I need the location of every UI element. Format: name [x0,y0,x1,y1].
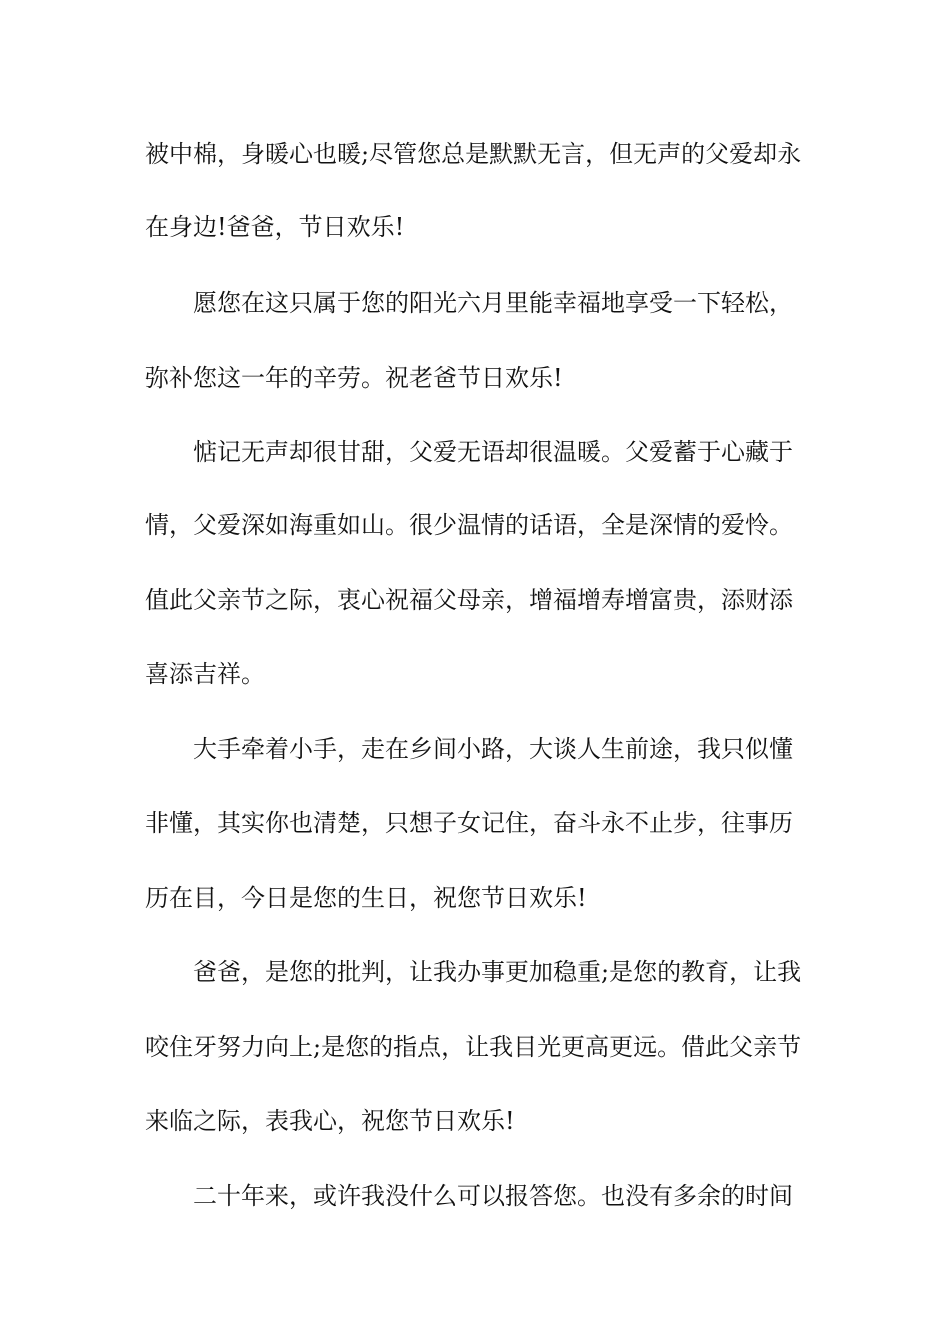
text-line: 咬住牙努力向上;是您的指点，让我目光更高更远。借此父亲节 [145,1033,802,1061]
paragraph-first-line: 惦记无声却很甘甜，父爱无语却很温暖。父爱蓄于心藏于 [193,438,793,466]
text-line: 值此父亲节之际，衷心祝福父母亲，增福增寿增富贵，添财添 [145,586,793,614]
text-line: 在身边!爸爸，节日欢乐! [145,213,405,241]
text-line: 非懂，其实你也清楚，只想子女记住，奋斗永不止步，往事历 [145,809,793,837]
text-line: 历在目，今日是您的生日，祝您节日欢乐! [145,884,587,912]
paragraph-first-line: 大手牵着小手，走在乡间小路，大谈人生前途，我只似懂 [193,735,793,763]
text-line: 喜添吉祥。 [145,660,265,688]
text-line: 情，父爱深如海重如山。很少温情的话语，全是深情的爱怜。 [145,511,793,539]
text-line: 被中棉，身暖心也暖;尽管您总是默默无言，但无声的父爱却永 [145,140,802,168]
text-line: 来临之际，表我心，祝您节日欢乐! [145,1107,515,1135]
paragraph-first-line: 爸爸，是您的批判，让我办事更加稳重;是您的教育，让我 [193,958,802,986]
text-line: 弥补您这一年的辛劳。祝老爸节日欢乐! [145,364,563,392]
paragraph-first-line: 愿您在这只属于您的阳光六月里能幸福地享受一下轻松， [193,289,793,317]
paragraph-first-line: 二十年来，或许我没什么可以报答您。也没有多余的时间 [193,1182,793,1210]
